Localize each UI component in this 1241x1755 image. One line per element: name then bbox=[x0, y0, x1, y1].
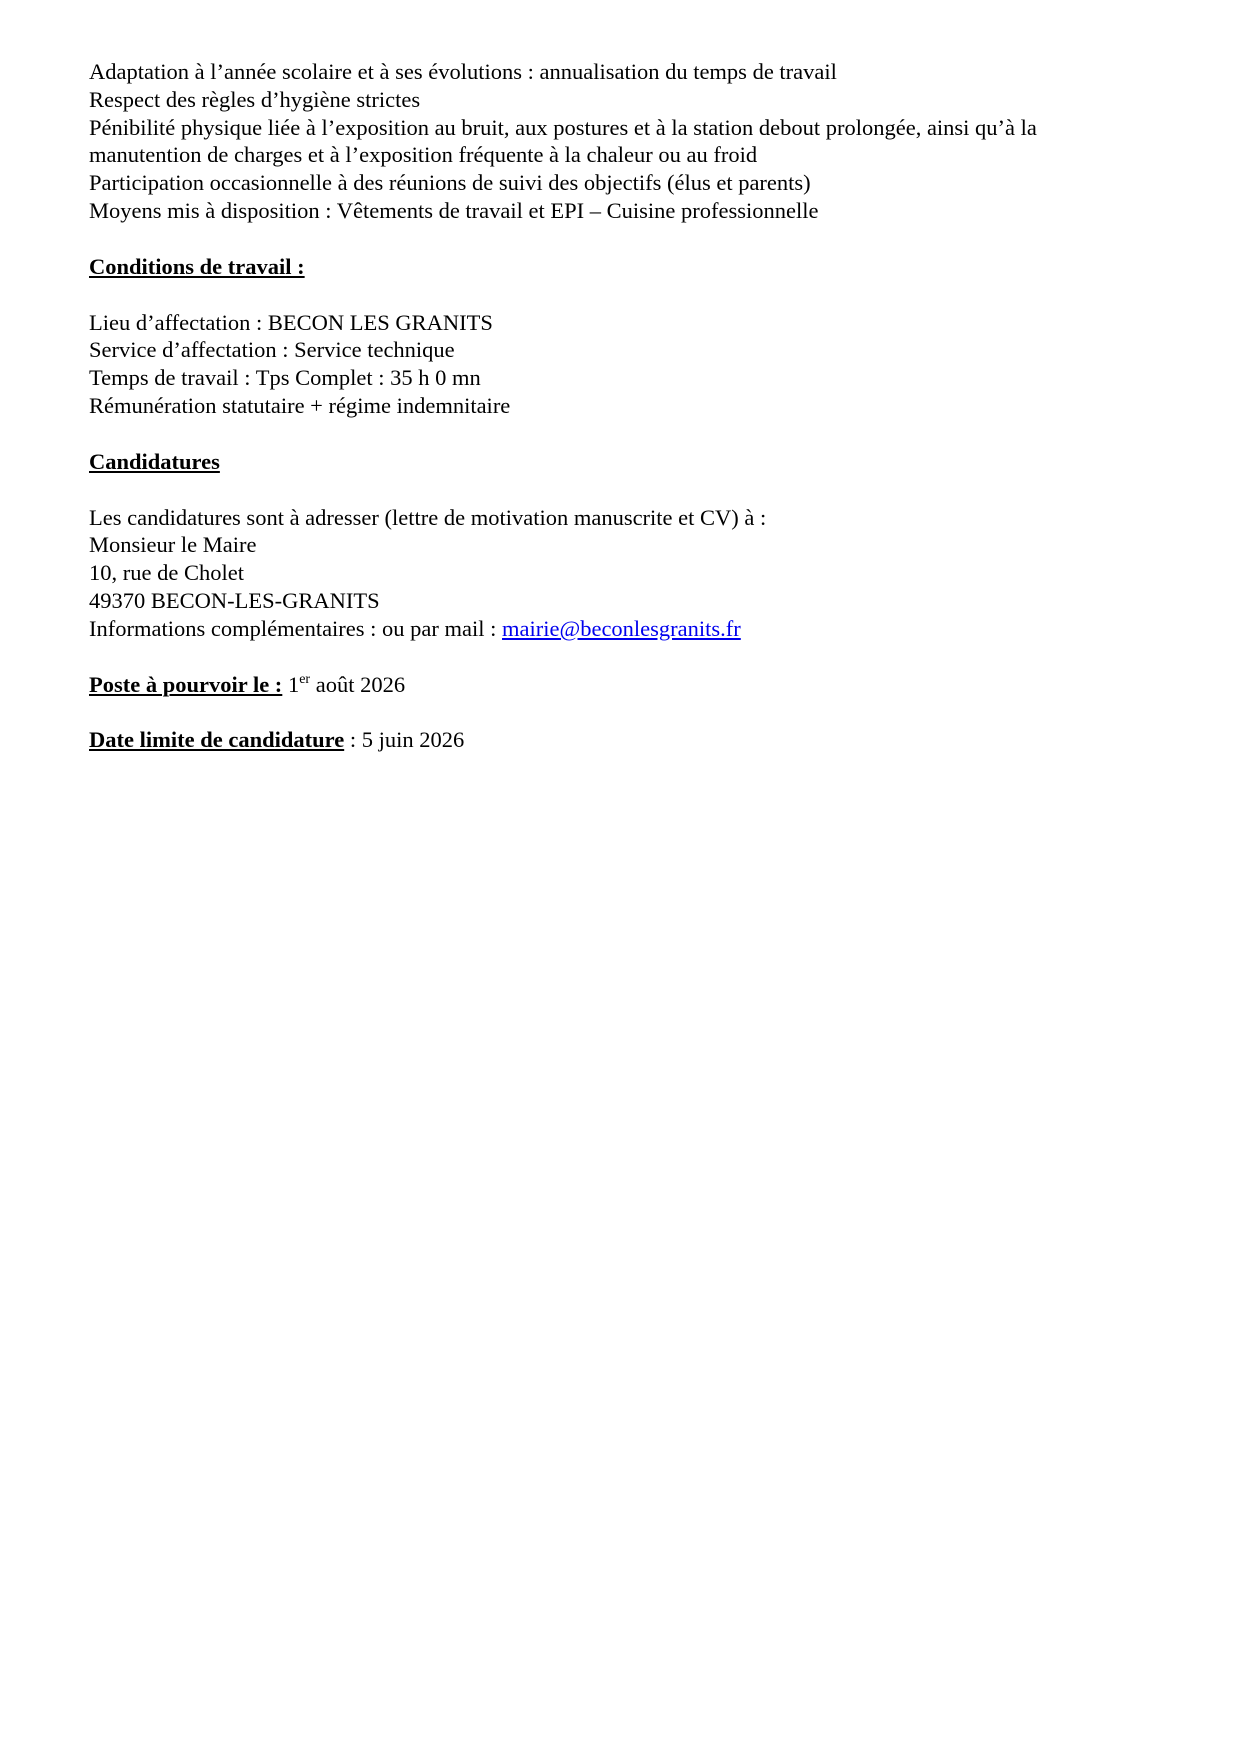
candidatures-line: 49370 BECON-LES-GRANITS bbox=[89, 587, 380, 613]
candidatures-line: Monsieur le Maire bbox=[89, 532, 257, 558]
intro-line: Participation occasionnelle à des réunions de suivi des objectifs (élus et parents) bbox=[89, 170, 811, 196]
intro-line: manutention de charges et à l’exposition fréquente à la chaleur ou au froid bbox=[89, 142, 758, 168]
date-limite-label: Date limite de candidature bbox=[89, 727, 345, 753]
candidatures-heading: Candidatures bbox=[89, 448, 220, 474]
intro-line: Pénibilité physique liée à l’exposition au bruit, aux postures et à la station debout prolongée, ainsi qu’à la bbox=[89, 114, 1037, 140]
poste-day-suffix: er bbox=[299, 671, 311, 687]
conditions-line: Temps de travail : Tps Complet : 35 h 0 mn bbox=[89, 365, 481, 391]
poste-section bbox=[89, 671, 1159, 699]
conditions-line: Service d’affectation : Service technique bbox=[89, 337, 455, 363]
intro-line: Moyens mis à disposition : Vêtements de travail et EPI – Cuisine professionnelle bbox=[89, 197, 819, 223]
intro-line: Adaptation à l’année scolaire et à ses évolutions : annualisation du temps de travail bbox=[89, 59, 837, 84]
intro-section bbox=[89, 58, 1159, 225]
intro-line: Respect des règles d’hygiène strictes bbox=[89, 86, 421, 112]
candidatures-line: Les candidatures sont à adresser (lettre de motivation manuscrite et CV) à : bbox=[89, 504, 767, 530]
contact-line bbox=[89, 615, 1159, 643]
candidatures-line: 10, rue de Cholet bbox=[89, 560, 244, 586]
contact-prefix: Informations complémentaires : ou par mail : bbox=[89, 615, 503, 641]
conditions-line: Lieu d’affectation : BECON LES GRANITS bbox=[89, 309, 493, 335]
date-limite-value: : 5 juin 2026 bbox=[344, 727, 465, 753]
conditions-section bbox=[89, 253, 1159, 420]
date-limite-section bbox=[89, 726, 1159, 754]
conditions-line: Rémunération statutaire + régime indemnitaire bbox=[89, 392, 511, 418]
poste-day: 1 bbox=[282, 671, 300, 697]
candidatures-section bbox=[89, 448, 1159, 643]
conditions-heading: Conditions de travail : bbox=[89, 253, 305, 279]
poste-date-rest: août 2026 bbox=[310, 671, 406, 697]
document-body bbox=[89, 58, 1159, 754]
poste-label: Poste à pourvoir le : bbox=[89, 671, 283, 697]
date-limite-line bbox=[89, 726, 1159, 754]
poste-line bbox=[89, 671, 1159, 699]
email-link[interactable]: mairie@beconlesgranits.fr bbox=[502, 615, 741, 641]
